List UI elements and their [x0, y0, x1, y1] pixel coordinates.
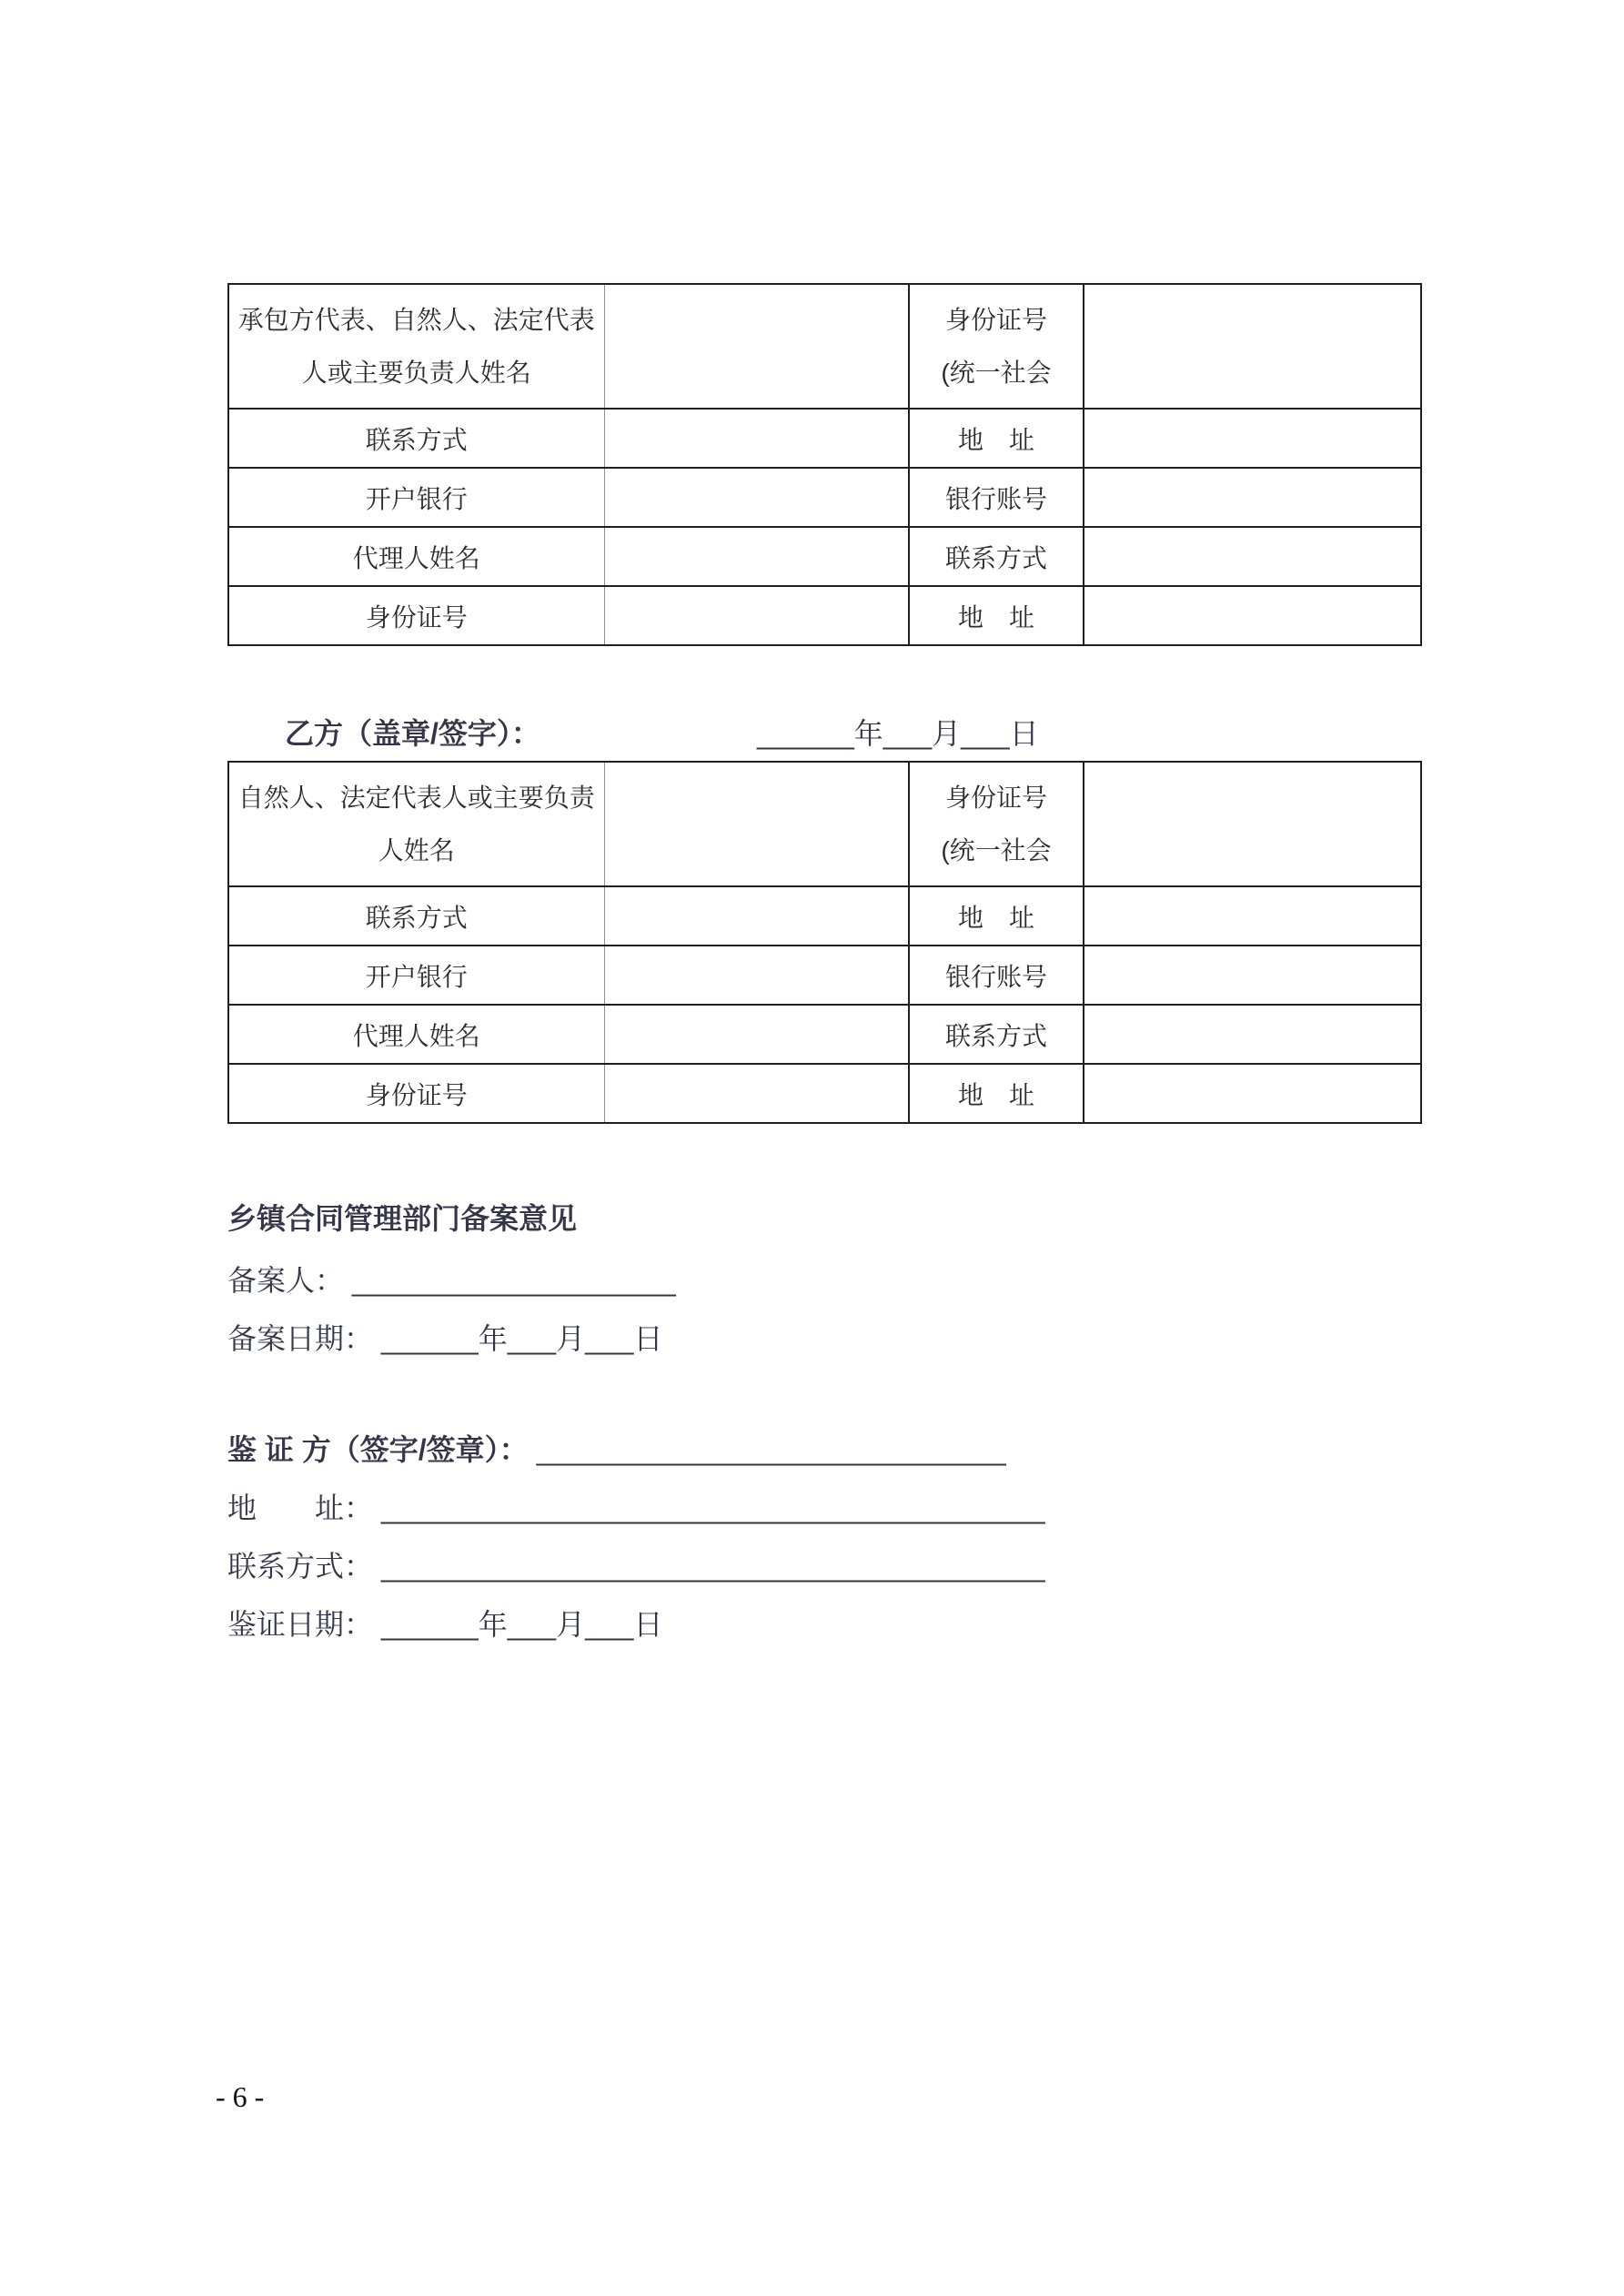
value-contact — [604, 886, 909, 946]
value-bank — [604, 468, 909, 527]
label-agent-name: 代理人姓名 — [228, 1005, 604, 1064]
label-agent-contact: 联系方式 — [909, 527, 1084, 586]
value-agent-contact — [1084, 1005, 1421, 1064]
value-address — [1084, 886, 1421, 946]
party-b-date-blank: ______年___月___日 — [757, 717, 1039, 750]
attestation-party-line — [227, 1429, 1006, 1471]
attestation-address-blank: _________________________________________ — [380, 1492, 1045, 1524]
label-agent-contact: 联系方式 — [909, 1005, 1084, 1064]
label-bank: 开户银行 — [228, 946, 604, 1005]
value-contact — [604, 409, 909, 468]
label-address: 地 址 — [909, 409, 1084, 468]
table-row — [228, 409, 1421, 468]
filing-section-title: 乡镇合同管理部门备案意见 — [227, 1202, 578, 1235]
value-id-number — [1084, 284, 1421, 409]
value-agent-name — [604, 527, 909, 586]
value-agent-address — [1084, 586, 1421, 645]
label-contractor-representative-name: 承包方代表、自然人、法定代表 人或主要负责人姓名 — [228, 284, 604, 409]
label-bank-account: 银行账号 — [909, 946, 1084, 1005]
value-agent-name — [604, 1005, 909, 1064]
label-agent-name: 代理人姓名 — [228, 527, 604, 586]
value-agent-id — [604, 1064, 909, 1123]
filing-date-label: 备案日期： — [227, 1322, 374, 1355]
table-row — [228, 1005, 1421, 1064]
filing-date-line — [227, 1318, 662, 1360]
table-row — [228, 886, 1421, 946]
attestation-date-label: 鉴证日期： — [227, 1608, 374, 1641]
attestation-date-line — [227, 1603, 662, 1645]
table-row — [228, 586, 1421, 645]
attestation-party-label: 鉴 证 方（签字/签章）： — [227, 1433, 529, 1466]
attestation-contact-blank: _________________________________________ — [380, 1550, 1045, 1583]
label-bank: 开户银行 — [228, 468, 604, 527]
label-party-b-name: 自然人、法定代表人或主要负责 人姓名 — [228, 762, 604, 886]
filing-person-line — [227, 1259, 676, 1301]
table-row — [228, 1064, 1421, 1123]
attestation-party-blank: _____________________________ — [536, 1433, 1006, 1466]
contractor-info-table — [227, 283, 1422, 646]
value-contractor-representative-name — [604, 284, 909, 409]
value-id-number — [1084, 762, 1421, 886]
filing-date-blank: ______年___月___日 — [380, 1322, 663, 1355]
attestation-contact-label: 联系方式： — [227, 1550, 374, 1583]
party-b-info-table — [227, 761, 1422, 1124]
label-agent-id: 身份证号 — [228, 586, 604, 645]
label-agent-address: 地 址 — [909, 586, 1084, 645]
value-address — [1084, 409, 1421, 468]
label-id-number: 身份证号 (统一社会 — [909, 762, 1084, 886]
label-agent-id: 身份证号 — [228, 1064, 604, 1123]
filing-person-blank: ____________________ — [351, 1264, 676, 1297]
label-contact: 联系方式 — [228, 409, 604, 468]
label-bank-account: 银行账号 — [909, 468, 1084, 527]
attestation-address-label: 地 址： — [227, 1492, 374, 1524]
value-bank — [604, 946, 909, 1005]
value-party-b-name — [604, 762, 909, 886]
attestation-contact-line — [227, 1545, 1045, 1587]
filing-person-label: 备案人： — [227, 1264, 345, 1297]
label-agent-address: 地 址 — [909, 1064, 1084, 1123]
page-number: - 6 - — [216, 2080, 265, 2113]
label-contact: 联系方式 — [228, 886, 604, 946]
attestation-date-blank: ______年___月___日 — [380, 1608, 663, 1641]
party-b-label: 乙方（盖章/签字）： — [285, 717, 540, 750]
table-row — [228, 527, 1421, 586]
value-agent-contact — [1084, 527, 1421, 586]
table-row — [228, 946, 1421, 1005]
value-bank-account — [1084, 946, 1421, 1005]
label-address: 地 址 — [909, 886, 1084, 946]
table-row — [228, 468, 1421, 527]
table-row — [228, 284, 1421, 409]
party-b-signature-line — [285, 713, 1195, 754]
value-agent-address — [1084, 1064, 1421, 1123]
label-id-number: 身份证号 (统一社会 — [909, 284, 1084, 409]
attestation-address-line — [227, 1487, 1045, 1529]
value-agent-id — [604, 586, 909, 645]
table-row — [228, 762, 1421, 886]
value-bank-account — [1084, 468, 1421, 527]
